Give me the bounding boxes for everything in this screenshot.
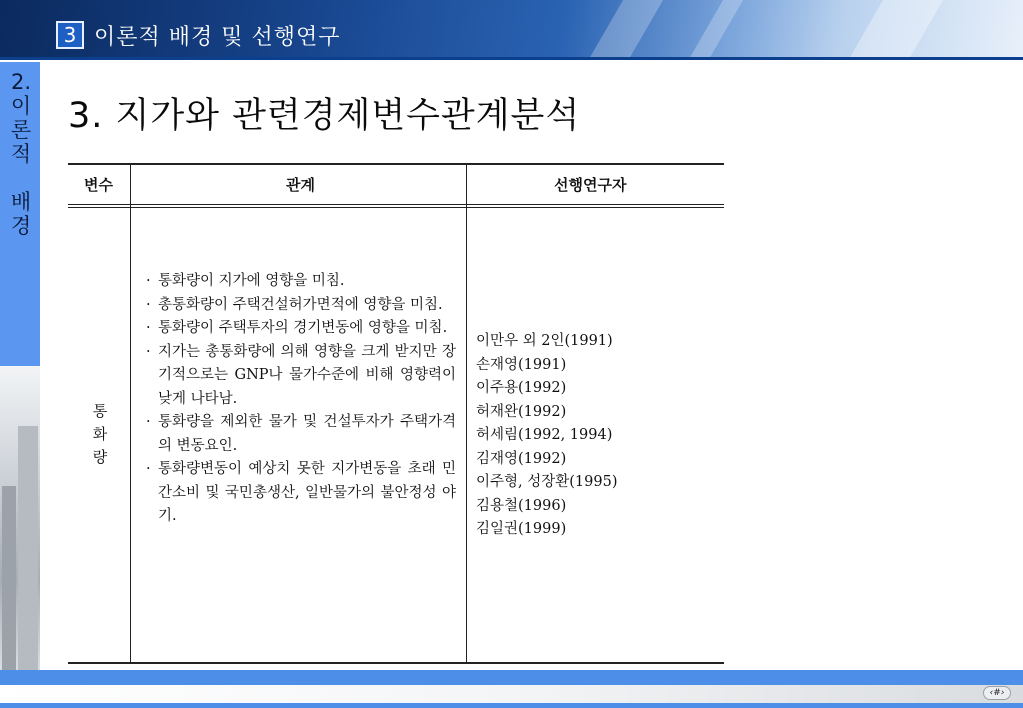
table-header-rule	[68, 204, 724, 205]
variable-char: 량	[92, 448, 108, 466]
researcher-item: 이주용(1992)	[476, 380, 567, 396]
researcher-item: 손재영(1991)	[476, 356, 567, 373]
researcher-item: 이만우 외 2인(1991)	[476, 333, 613, 349]
decorative-streak	[565, 0, 674, 60]
sidebar-char: 이	[10, 94, 32, 118]
researcher-item: 김재영(1992)	[476, 450, 567, 467]
page-number-button[interactable]: ‹#›	[983, 686, 1011, 700]
researcher-item: 이주형, 성장환(1995)	[476, 474, 618, 490]
relation-item: · 통화량이 주택투자의 경기변동에 영향을 미침.	[144, 317, 456, 341]
sidebar-section-tab	[0, 62, 40, 366]
relation-item: · 총통화량이 주택건설허가면적에 영향을 미침.	[144, 294, 456, 318]
table-bottom-rule	[68, 662, 724, 664]
footer-bottom-band	[0, 703, 1023, 708]
footer-band	[0, 670, 1023, 685]
sidebar-label	[4, 70, 38, 238]
sidebar-char: 론	[10, 118, 32, 142]
relation-list	[144, 270, 456, 529]
variable-char: 통	[92, 402, 108, 420]
sidebar-char: 경	[10, 214, 32, 238]
sidebar-char: 배	[10, 190, 32, 214]
relation-item: · 통화량을 제외한 물가 및 건설투자가 주택가격의 변동요인.	[144, 411, 456, 458]
decorative-streak	[825, 0, 954, 60]
table-column-divider	[466, 163, 467, 664]
relation-item: · 통화량변동이 예상치 못한 지가변동을 초래 민간소비 및 국민총생산, 일반물가의 불안정성 야기.	[144, 458, 456, 529]
footer-strip	[0, 685, 1023, 703]
header-variable: 변수	[84, 176, 113, 194]
sidebar-char: 적	[10, 142, 32, 166]
header-researchers: 선행연구자	[554, 176, 627, 194]
researcher-item: 김일권(1999)	[476, 521, 567, 537]
building-photo	[0, 366, 40, 670]
header-underline	[0, 57, 1023, 60]
header-banner	[0, 0, 1023, 60]
header-title: 이론적 배경 및 선행연구	[94, 25, 341, 50]
building-shape	[18, 426, 38, 670]
page-title: 3. 지가와 관련경제변수관계분석	[68, 96, 581, 136]
researcher-item: 허재완(1992)	[476, 403, 567, 420]
sidebar-char: 2.	[10, 70, 32, 94]
table-top-rule	[68, 163, 724, 165]
table-column-divider	[130, 163, 131, 664]
researcher-item: 김용철(1996)	[476, 497, 567, 514]
section-number-badge: 3	[56, 21, 84, 49]
sidebar-char	[4, 166, 38, 190]
relation-item: · 지가는 총통화량에 의해 영향을 크게 받지만 장기적으로는 GNP나 물가수준에 비해 영향력이 낮게 나타남.	[144, 341, 456, 412]
variable-cell	[90, 400, 110, 469]
header-relation: 관계	[286, 176, 315, 194]
table-header-rule	[68, 207, 724, 208]
variable-char: 화	[92, 425, 108, 443]
researcher-item: 허세림(1992, 1994)	[476, 427, 613, 443]
researcher-list	[476, 330, 716, 542]
building-shape	[2, 486, 16, 670]
decorative-streak	[665, 0, 754, 60]
relation-item: · 통화량이 지가에 영향을 미침.	[144, 270, 456, 294]
relation-table	[66, 158, 727, 670]
